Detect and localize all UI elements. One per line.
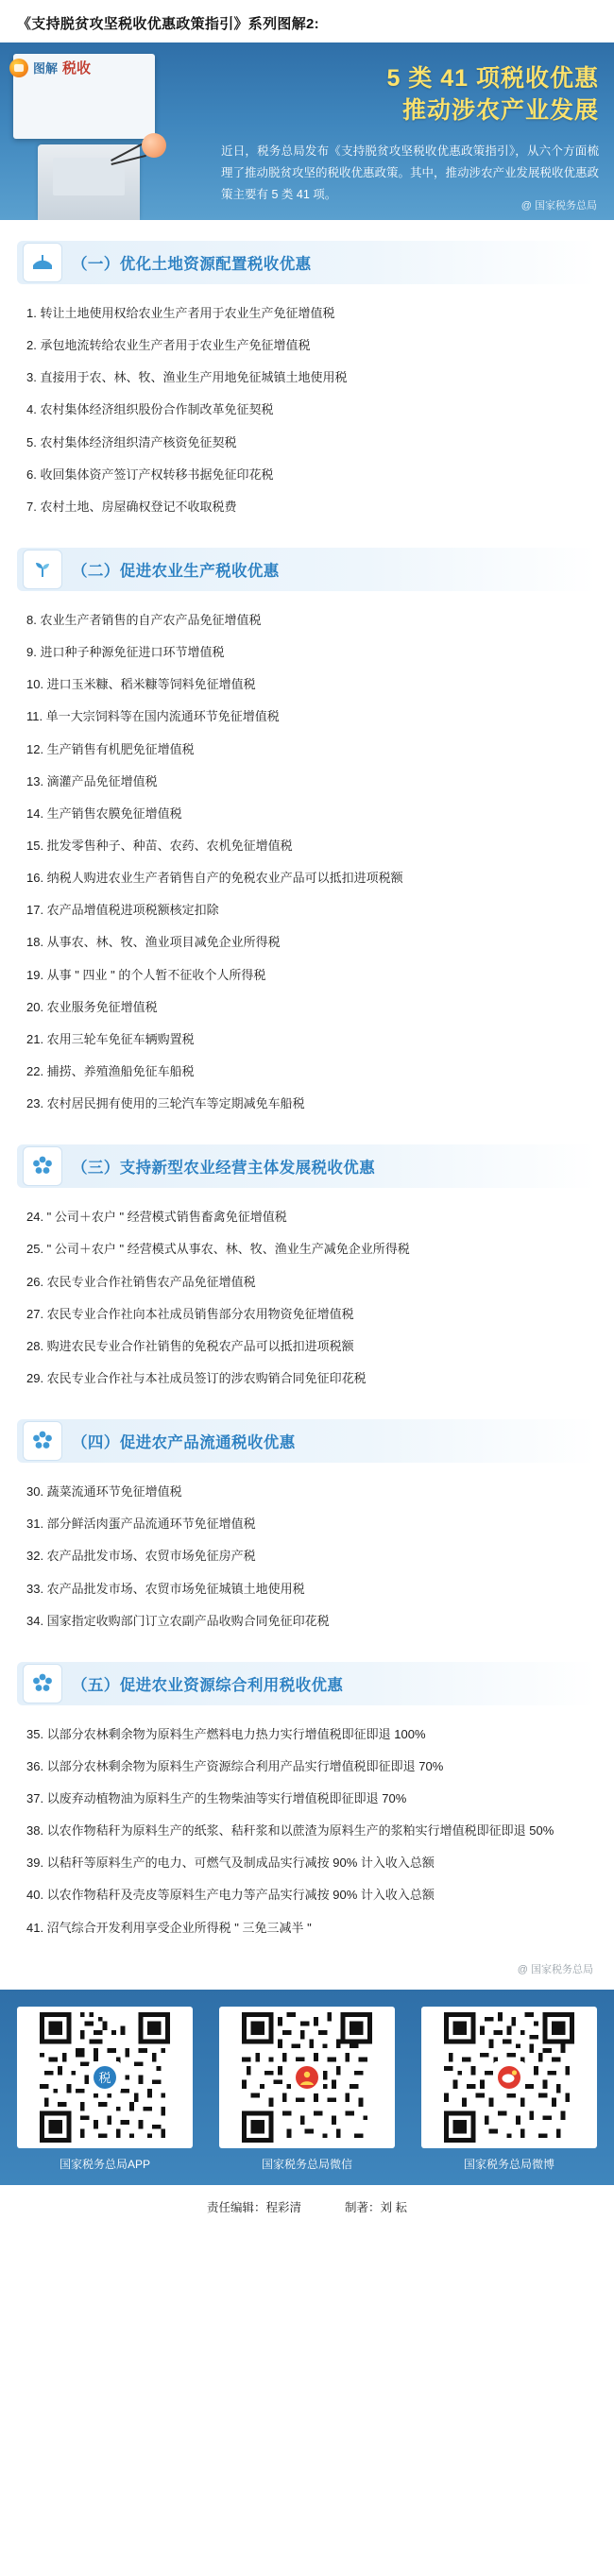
footer-signature: @ 国家税务总局 (517, 1963, 593, 1975)
list-item: 6. 收回集体资产签订产权转移书据免征印花税 (26, 466, 274, 482)
podium-illustration (38, 144, 140, 220)
list-item: 28. 购进农民专业合作社销售的免税农产品可以抵扣进项税额 (26, 1338, 354, 1353)
hero-headline-line2: 推动涉农产业发展 (401, 96, 599, 124)
list-item: 14. 生产销售农膜免征增值税 (26, 805, 182, 821)
list-item: 27. 农民专业合作社向本社成员销售部分农用物资免征增值税 (26, 1306, 354, 1321)
list-item: 24. " 公司＋农户 " 经营模式销售畜禽免征增值税 (26, 1210, 287, 1225)
flower-icon (23, 1146, 62, 1186)
list-item: 2. 承包地流转给农业生产者用于农业生产免征增值税 (26, 338, 311, 353)
credit-editor: 责任编辑：程彩清 (207, 2200, 302, 2214)
qr-code-wechat-icon[interactable] (242, 2012, 372, 2143)
wechat-icon (291, 2061, 323, 2093)
section-1 (0, 241, 614, 527)
section-3-title: （三）支持新型农业经营主体发展税收优惠 (72, 1160, 376, 1178)
qr-code-weibo-icon[interactable] (444, 2012, 574, 2143)
qr-box-app[interactable] (17, 2007, 193, 2148)
sun-logo-icon (9, 59, 28, 77)
qr-code-app-icon[interactable] (40, 2012, 170, 2143)
section-2 (0, 548, 614, 1124)
hero-headline (212, 63, 599, 127)
list-item: 30. 蔬菜流通环节免征增值税 (26, 1484, 182, 1500)
qr-column-weibo (421, 2007, 597, 2172)
list-item: 23. 农村居民拥有使用的三轮汽车等定期减免车船税 (26, 1096, 305, 1111)
weibo-icon (493, 2061, 525, 2093)
section-3-items (17, 1199, 597, 1398)
list-item: 35. 以部分农林剩余物为原料生产燃料电力热力实行增值税即征即退 100% (26, 1726, 426, 1741)
qr-box-wechat[interactable] (219, 2007, 395, 2148)
list-item: 25. " 公司＋农户 " 经营模式从事农、林、牧、渔业生产减免企业所得税 (26, 1242, 410, 1257)
list-item: 33. 农产品批发市场、农贸市场免征城镇土地使用税 (26, 1581, 305, 1596)
page-title: 《支持脱贫攻坚税收优惠政策指引》系列图解2: (17, 16, 319, 32)
section-1-title: （一）优化土地资源配置税收优惠 (72, 256, 312, 273)
hero-banner (0, 42, 614, 220)
list-item: 39. 以秸秆等原料生产的电力、可燃气及制成品实行减按 90% 计入收入总额 (26, 1856, 435, 1871)
section-2-items (17, 602, 597, 1124)
list-item: 4. 农村集体经济组织股份合作制改革免征契税 (26, 402, 274, 417)
brand-logo (9, 58, 91, 77)
section-1-header (17, 241, 597, 284)
qr-label-wechat: 国家税务总局微信 (261, 2157, 352, 2171)
list-item: 37. 以废弃动植物油为原料生产的生物柴油等实行增值税即征即退 70% (26, 1791, 407, 1806)
list-item: 36. 以部分农林剩余物为原料生产资源综合利用产品实行增值税即征即退 70% (26, 1758, 444, 1773)
qr-box-weibo[interactable] (421, 2007, 597, 2148)
list-item: 17. 农产品增值税进项税额核定扣除 (26, 903, 219, 918)
list-item: 20. 农业服务免征增值税 (26, 999, 158, 1014)
list-item: 8. 农业生产者销售的自产农产品免征增值税 (26, 612, 262, 627)
list-item: 7. 农村土地、房屋确权登记不收取税费 (26, 499, 237, 514)
credit-producer: 制著：刘 耘 (345, 2200, 407, 2214)
list-item: 5. 农村集体经济组织清产核资免征契税 (26, 434, 237, 449)
peach-illustration (142, 133, 166, 158)
list-item: 3. 直接用于农、林、牧、渔业生产用地免征城镇土地使用税 (26, 370, 348, 385)
hero-illustration (0, 42, 179, 220)
sprout-icon (23, 550, 62, 589)
list-item: 22. 捕捞、养殖渔船免征车船税 (26, 1063, 195, 1078)
list-item: 34. 国家指定收购部门订立农副产品收购合同免征印花税 (26, 1613, 330, 1628)
list-item: 26. 农民专业合作社销售农产品免征增值税 (26, 1274, 256, 1289)
tax-badge-icon (89, 2061, 121, 2093)
qr-label-weibo: 国家税务总局微博 (463, 2157, 554, 2171)
section-4-title: （四）促进农产品流通税收优惠 (72, 1434, 296, 1452)
list-item: 38. 以农作物秸秆为原料生产的纸浆、秸秆浆和以蔗渣为原料生产的浆粕实行增值税即征即退 50% (26, 1823, 554, 1839)
list-item: 12. 生产销售有机肥免征增值税 (26, 741, 195, 756)
list-item: 32. 农产品批发市场、农贸市场免征房产税 (26, 1549, 256, 1564)
section-5 (0, 1662, 614, 1948)
list-item: 9. 进口种子种源免征进口环节增值税 (26, 645, 225, 660)
qr-code-band (0, 1990, 614, 2185)
section-4-items (17, 1474, 597, 1641)
logo-text-2: 税收 (62, 60, 92, 76)
section-1-items (17, 296, 597, 527)
hero-signature: @ 国家税务总局 (520, 200, 597, 212)
credits-bar (0, 2185, 614, 2230)
section-4-header (17, 1419, 597, 1463)
list-item: 11. 单一大宗饲料等在国内流通环节免征增值税 (26, 709, 280, 724)
flower-icon (23, 1664, 62, 1703)
logo-text-1: 图解 (33, 61, 59, 76)
svg-text:税: 税 (98, 2070, 111, 2085)
section-5-title: （五）促进农业资源综合利用税收优惠 (72, 1676, 344, 1694)
section-2-header (17, 548, 597, 591)
list-item: 41. 沼气综合开发利用享受企业所得税 " 三免三减半 " (26, 1920, 312, 1935)
list-item: 31. 部分鲜活肉蛋产品流通环节免征增值税 (26, 1517, 256, 1532)
flower-icon (23, 1421, 62, 1461)
section-3-header (17, 1144, 597, 1188)
list-item: 40. 以农作物秸秆及壳皮等原料生产电力等产品实行减按 90% 计入收入总额 (26, 1888, 435, 1903)
list-item: 19. 从事 " 四业 " 的个人暂不征收个人所得税 (26, 967, 266, 982)
qr-column-app (17, 2007, 193, 2172)
section-2-title: （二）促进农业生产税收优惠 (72, 562, 280, 580)
list-item: 15. 批发零售种子、种苗、农药、农机免征增值税 (26, 838, 293, 853)
hero-body-text: 近日，税务总局发布《支持脱贫攻坚税收优惠政策指引》，从六个方面梳理了推动脱贫攻坚的税收优惠政策。其中，推动涉农产业发展税收优惠政策主要有 5 类 41 项。 (221, 144, 600, 202)
list-item: 29. 农民专业合作社与本社成员签订的涉农购销合同免征印花税 (26, 1370, 367, 1385)
qr-label-app: 国家税务总局APP (59, 2157, 150, 2171)
land-icon (23, 243, 62, 282)
list-item: 21. 农用三轮车免征车辆购置税 (26, 1031, 195, 1046)
section-3 (0, 1144, 614, 1398)
qr-column-wechat (219, 2007, 395, 2172)
list-item: 10. 进口玉米糠、稻米糠等饲料免征增值税 (26, 677, 256, 692)
section-5-items (17, 1717, 597, 1948)
list-item: 1. 转让土地使用权给农业生产者用于农业生产免征增值税 (26, 306, 335, 320)
list-item: 13. 滴灌产品免征增值税 (26, 773, 158, 788)
hero-headline-line1: 5 类 41 项税收优惠 (386, 65, 599, 92)
list-item: 18. 从事农、林、牧、渔业项目减免企业所得税 (26, 935, 281, 950)
section-4 (0, 1419, 614, 1641)
section-5-header (17, 1662, 597, 1705)
list-item: 16. 纳税人购进农业生产者销售自产的免税农业产品可以抵扣进项税额 (26, 871, 403, 886)
